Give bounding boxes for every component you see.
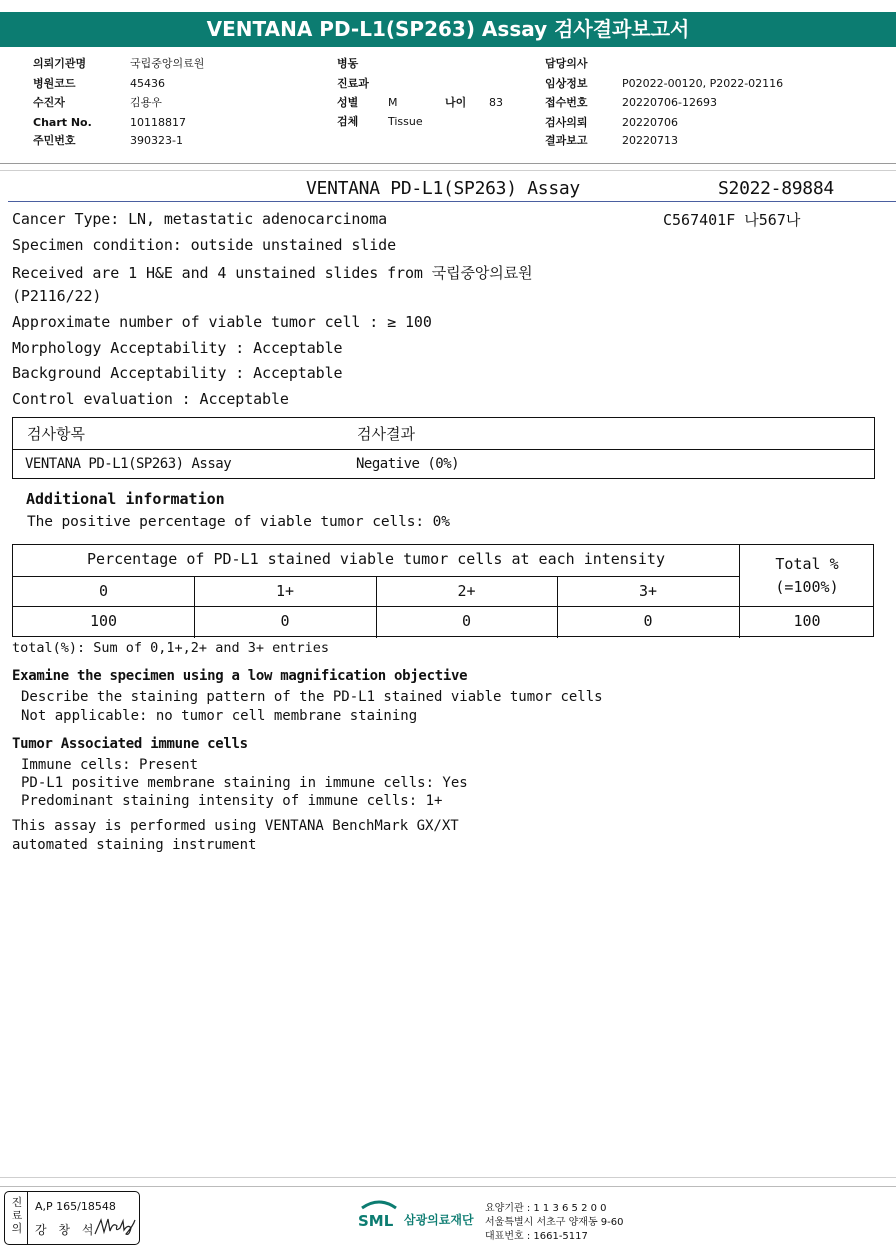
level-2plus: 2+ [457, 582, 476, 600]
address-line: 서울특별시 서초구 양재동 9-60 [485, 1217, 624, 1228]
result-col-result-header: 검사결과 [357, 425, 415, 443]
clinical-value: P02022-00120, P2022-02116 [622, 77, 784, 90]
title-divider [8, 201, 896, 202]
level-0: 0 [98, 582, 109, 600]
signature-icon [93, 1214, 137, 1238]
value-0: 100 [89, 612, 118, 630]
institution-value: 국립중앙의료원 [130, 57, 205, 70]
logo-name: 삼광의료재단 [404, 1213, 474, 1227]
intensity-header: Percentage of PD-L1 stained viable tumor cells at each intensity [87, 550, 665, 568]
rrn-value: 390323-1 [130, 134, 183, 147]
chart-value: 10118817 [130, 116, 186, 129]
level-1plus: 1+ [275, 582, 295, 600]
patient-value: 김용우 [130, 96, 162, 109]
closing-line-1: This assay is performed using VENTANA BenchMark GX/XT [12, 818, 459, 834]
morphology-line: Morphology Acceptability : Acceptable [12, 339, 343, 357]
age-value: 83 [489, 96, 503, 109]
physician-stamp [4, 1191, 140, 1245]
accession-id: S2022-89884 [718, 178, 834, 199]
tumor-cell-count-line: Approximate number of viable tumor cell : ≥ 100 [12, 313, 432, 331]
result-table [12, 417, 875, 479]
institution-label: 의뢰기관명 [33, 57, 87, 70]
level-3plus: 3+ [638, 582, 658, 600]
receipt-label: 접수번호 [545, 96, 588, 109]
background-line: Background Acceptability : Acceptable [12, 364, 343, 382]
closing-line-2: automated staining instrument [12, 837, 257, 853]
value-1plus: 0 [280, 612, 290, 630]
control-line: Control evaluation : Acceptable [12, 390, 289, 408]
received-ref-line: (P2116/22) [12, 287, 102, 305]
low-mag-line-2: Not applicable: no tumor cell membrane staining [21, 708, 418, 724]
value-3plus: 0 [643, 612, 653, 630]
header-divider [0, 163, 896, 164]
logo-mark: SML [358, 1212, 394, 1230]
specimen-label: 검체 [337, 115, 359, 128]
institution-code-line: 요양기관 : 1 1 3 6 5 2 0 0 [485, 1203, 607, 1214]
specimen-condition-line: Specimen condition: outside unstained slide [12, 236, 397, 254]
stamp-physician-name: 강 창 석 [35, 1223, 98, 1237]
additional-info-title: Additional information [26, 490, 225, 508]
stamp-vertical-label: 진료의 [11, 1196, 23, 1235]
report-date-value: 20220713 [622, 134, 678, 147]
low-mag-title: Examine the specimen using a low magnification objective [12, 668, 468, 684]
patient-label: 수진자 [33, 96, 65, 109]
hospital-code-label: 병원코드 [33, 77, 76, 90]
stamp-ap-number: A,P 165/18548 [35, 1200, 116, 1213]
result-col-item-header: 검사항목 [27, 425, 85, 443]
value-total: 100 [793, 612, 821, 630]
assay-title: VENTANA PD-L1(SP263) Assay [306, 178, 580, 199]
immune-line-2: PD-L1 positive membrane staining in immune cells: Yes [21, 775, 468, 791]
received-slides-line: Received are 1 H&E and 4 unstained slides from 국립중앙의료원 [12, 264, 533, 282]
result-item: VENTANA PD-L1(SP263) Assay [25, 456, 232, 472]
immune-line-1: Immune cells: Present [21, 757, 199, 773]
specimen-value: Tissue [388, 115, 423, 128]
specimen-code: C567401F 나567나 [663, 211, 801, 229]
doctor-label: 담당의사 [545, 57, 588, 70]
age-label: 나이 [445, 96, 467, 109]
report-title: VENTANA PD-L1(SP263) Assay 검사결과보고서 [0, 12, 896, 47]
phone-line: 대표번호 : 1661-5117 [485, 1231, 588, 1242]
total-note: total(%): Sum of 0,1+,2+ and 3+ entries [12, 640, 329, 656]
sex-label: 성별 [337, 96, 359, 109]
sex-value: M [388, 96, 398, 109]
value-2plus: 0 [461, 612, 472, 630]
clinical-label: 임상정보 [545, 77, 588, 90]
total-header: Total % [775, 555, 839, 573]
request-label: 검사의뢰 [545, 116, 588, 129]
rrn-label: 주민번호 [33, 134, 76, 147]
total-header-sub: (=100%) [775, 578, 839, 596]
chart-label: Chart No. [33, 116, 92, 129]
result-value: Negative (0%) [356, 456, 460, 472]
request-value: 20220706 [622, 116, 678, 129]
hospital-code-value: 45436 [130, 77, 165, 90]
immune-title: Tumor Associated immune cells [12, 736, 248, 752]
cancer-type-line: Cancer Type: LN, metastatic adenocarcinoma [12, 210, 388, 228]
dept-label: 진료과 [337, 77, 369, 90]
report-date-label: 결과보고 [545, 134, 588, 147]
intensity-table [12, 544, 874, 637]
additional-info-text: The positive percentage of viable tumor cells: 0% [27, 514, 450, 530]
ward-label: 병동 [337, 57, 359, 70]
immune-line-3: Predominant staining intensity of immune cells: 1+ [21, 793, 443, 809]
sml-logo-icon [356, 1198, 402, 1232]
low-mag-line-1: Describe the staining pattern of the PD-L1 stained viable tumor cells [21, 689, 603, 705]
receipt-value: 20220706-12693 [622, 96, 717, 109]
footer-divider [0, 1186, 896, 1187]
